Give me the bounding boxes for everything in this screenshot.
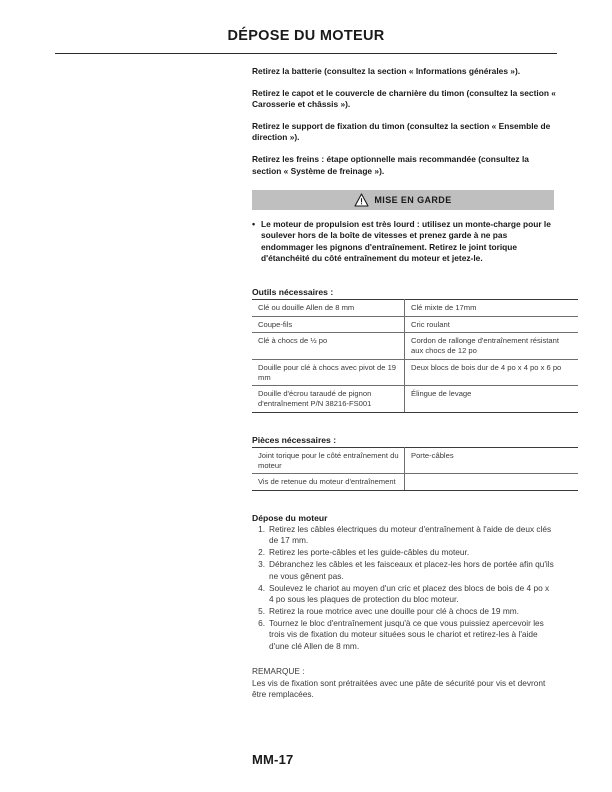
intro-paragraph-1: Retirez la batterie (consultez la section « Informations générales »). (252, 66, 521, 76)
table-cell: Clé ou douille Allen de 8 mm (252, 300, 405, 317)
page-header (55, 28, 557, 44)
tools-table (252, 299, 578, 413)
parts-table-title: Pièces nécessaires : (252, 434, 337, 445)
procedure-list (252, 524, 556, 652)
remark-label: REMARQUE : (252, 666, 305, 677)
caution-body-text: Le moteur de propulsion est très lourd : utilisez un monte-charge pour le soulever hors de la boîte de vitesses et prenez garde à ne pas endommager les pignons d'entraînement. Retirez le joint torique d'étanchéité du côté entraînement du moteur et jetez-le. (261, 218, 551, 264)
remark-block (252, 666, 556, 700)
parts-table (252, 447, 578, 491)
table-cell: Vis de retenue du moteur d'entraînement (252, 474, 405, 491)
table-cell: Joint torique pour le côté entraînement du moteur (252, 447, 405, 473)
caution-bullet: • (252, 218, 256, 229)
tools-table-title: Outils nécessaires : (252, 287, 334, 298)
tools-required-block (252, 287, 562, 413)
table-row (252, 316, 578, 333)
table-row (252, 333, 578, 359)
table-row (252, 359, 578, 385)
list-item: Retirez les câbles électriques du moteur d'entraînement à l'aide de deux clés de 17 mm. (269, 523, 552, 546)
list-item: Retirez les porte-câbles et les guide-câbles du moteur. (269, 547, 470, 558)
page-title: DÉPOSE DU MOTEUR (227, 28, 385, 44)
table-cell: Clé mixte de 17mm (405, 300, 579, 317)
list-item: Soulevez le chariot au moyen d'un cric et placez des blocs de bois de 4 po x 4 po sous les plaques de protection du bloc moteur. (269, 582, 550, 605)
caution-callout (252, 190, 556, 265)
table-cell: Deux blocs de bois dur de 4 po x 4 po x 6 po (405, 359, 579, 385)
table-row (252, 386, 578, 412)
page-content (252, 66, 562, 701)
table-cell: Coupe-fils (252, 316, 405, 333)
procedure-block (252, 513, 556, 652)
table-cell: Cordon de rallonge d'entraînement résistant aux chocs de 12 po (405, 333, 579, 359)
caution-label: MISE EN GARDE (374, 194, 452, 205)
caution-banner (252, 190, 554, 210)
list-item: Débranchez les câbles et les faisceaux et placez-les hors de portée afin qu'ils ne vous gênent pas. (269, 559, 554, 581)
intro-paragraph-4: Retirez les freins : étape optionnelle mais recommandée (consultez la section « Système de freinage »). (252, 154, 529, 176)
list-item: Retirez la roue motrice avec une douille pour clé à chocs de 19 mm. (269, 606, 519, 616)
parts-required-block (252, 435, 556, 491)
table-row (252, 474, 578, 491)
page-footer (252, 752, 556, 767)
header-divider (55, 53, 557, 54)
table-row (252, 447, 578, 473)
table-row (252, 300, 578, 317)
table-cell: Cric roulant (405, 316, 579, 333)
warning-triangle-icon (354, 193, 369, 207)
table-cell: Clé à chocs de ½ po (252, 333, 405, 359)
list-item: Tournez le bloc d'entraînement jusqu'à ce que vous puissiez apercevoir les trois vis de fixation du moteur situées sous le chariot et retirez-les à l'aide d'une clé Allen de 8 mm. (269, 617, 544, 651)
page-number: MM-17 (252, 752, 294, 767)
table-cell: Douille pour clé à chocs avec pivot de 19 mm (252, 359, 405, 385)
intro-paragraph-2: Retirez le capot et le couvercle de charnière du timon (consultez la section « Carosserie et châssis »). (252, 88, 556, 110)
caution-body (252, 219, 556, 265)
procedure-title: Dépose du moteur (252, 512, 328, 523)
intro-paragraph-3: Retirez le support de fixation du timon (consultez la section « Ensemble de direction »). (252, 121, 551, 143)
remark-text: Les vis de fixation sont prétraitées avec une pâte de sécurité pour vis et devront être remplacées. (252, 677, 546, 700)
table-cell: Élingue de levage (405, 386, 579, 412)
table-cell: Douille d'écrou taraudé de pignon d'entraînement P/N 38216-FS001 (252, 386, 405, 412)
table-cell: Porte-câbles (405, 447, 579, 473)
table-cell (405, 474, 579, 491)
